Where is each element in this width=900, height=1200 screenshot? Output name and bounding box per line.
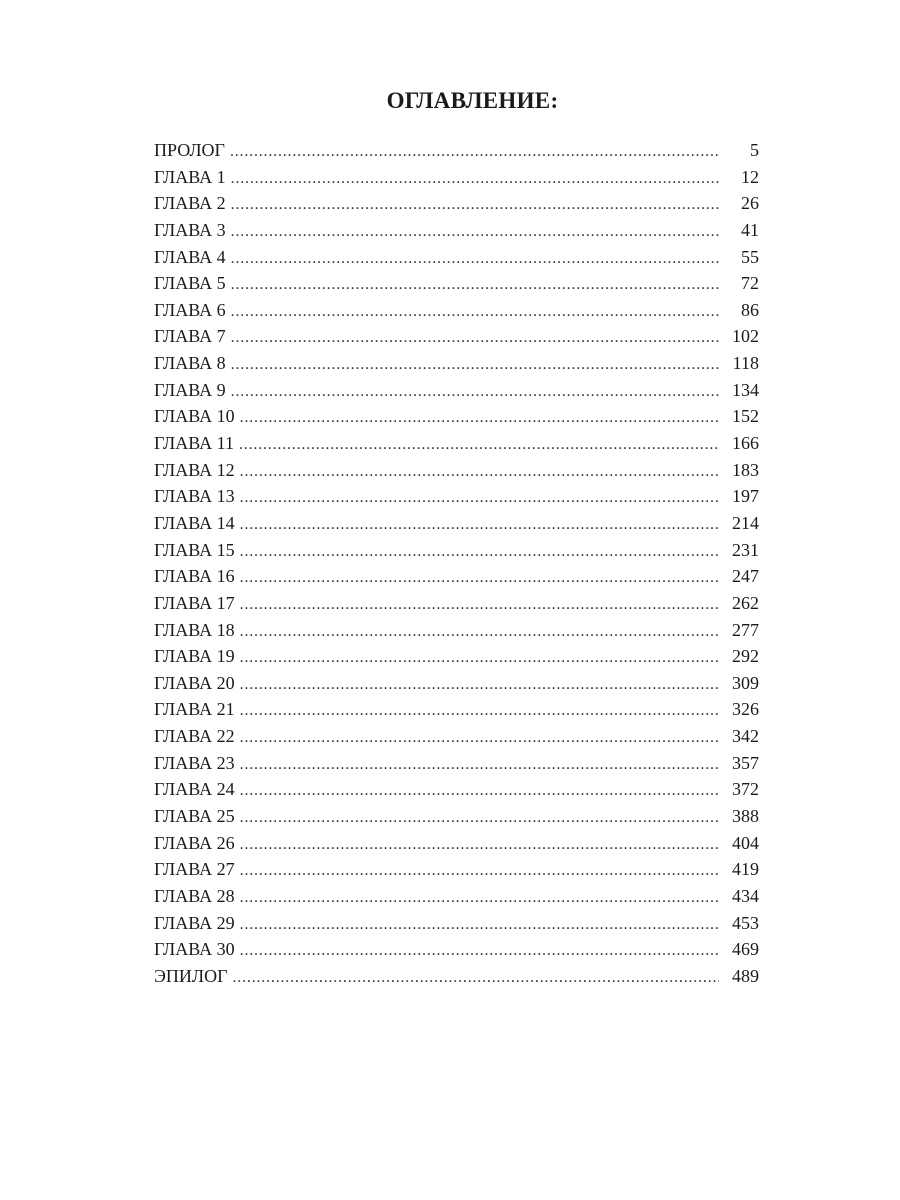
dot-leader: [231, 192, 719, 217]
toc-entry: [154, 910, 759, 937]
toc-title: ОГЛАВЛЕНИЕ:: [386, 88, 559, 113]
toc-entry: [154, 963, 759, 990]
dot-leader: [230, 139, 719, 164]
toc-entry-label: ГЛАВА 2: [154, 193, 226, 214]
dot-leader: [231, 352, 719, 377]
toc-entry-page: 134: [732, 379, 759, 400]
dot-leader: [231, 379, 719, 404]
dot-leader: [240, 672, 719, 697]
toc-entry: [154, 590, 759, 617]
toc-entry-page: 489: [732, 965, 759, 986]
toc-entry: [154, 936, 759, 963]
toc-entry-label: ЭПИЛОГ: [154, 965, 228, 986]
toc-entry-label: ГЛАВА 30: [154, 939, 235, 960]
toc-entry-label: ГЛАВА 3: [154, 219, 226, 240]
toc-entry: [154, 430, 759, 457]
toc-entry-page: 183: [732, 459, 759, 480]
toc-entry: [154, 883, 759, 910]
dot-leader: [240, 512, 719, 537]
toc-entry-page: 404: [732, 832, 759, 853]
toc-entry-page: 326: [732, 699, 759, 720]
toc-entry-label: ГЛАВА 25: [154, 806, 235, 827]
toc-entry-label: ГЛАВА 29: [154, 912, 235, 933]
dot-leader: [240, 805, 719, 830]
toc-entry-label: ГЛАВА 12: [154, 459, 235, 480]
dot-leader: [240, 405, 719, 430]
toc-entry-label: ГЛАВА 6: [154, 299, 226, 320]
toc-entry: [154, 164, 759, 191]
dot-leader: [240, 912, 719, 937]
toc-entry: [154, 137, 759, 164]
toc-entry-label: ГЛАВА 21: [154, 699, 235, 720]
toc-entry: [154, 510, 759, 537]
toc-entry-label: ГЛАВА 13: [154, 486, 235, 507]
dot-leader: [240, 725, 719, 750]
toc-entry-label: ГЛАВА 10: [154, 406, 235, 427]
toc-entry-page: 434: [732, 885, 759, 906]
toc-entry: [154, 217, 759, 244]
toc-entry-label: ГЛАВА 14: [154, 512, 235, 533]
toc-entry-page: 55: [741, 246, 759, 267]
dot-leader: [239, 432, 719, 457]
toc-entry: [154, 617, 759, 644]
toc-entry-label: ГЛАВА 26: [154, 832, 235, 853]
toc-entry-page: 5: [750, 140, 759, 160]
dot-leader: [231, 219, 719, 244]
dot-leader: [240, 592, 719, 617]
dot-leader: [231, 299, 719, 324]
toc-entry-label: ГЛАВА 24: [154, 779, 235, 800]
toc-entry-label: ГЛАВА 28: [154, 885, 235, 906]
toc-entry: [154, 723, 759, 750]
toc-entry-page: 419: [732, 859, 759, 880]
toc-entry-label: ГЛАВА 19: [154, 646, 235, 667]
toc-entry-label: ГЛАВА 23: [154, 752, 235, 773]
toc-entry: [154, 297, 759, 324]
toc-entry-page: 197: [732, 486, 759, 507]
toc-entry-label: ГЛАВА 15: [154, 539, 235, 560]
toc-entry-label: ГЛАВА 7: [154, 326, 226, 347]
toc-entry-page: 41: [741, 219, 759, 240]
toc-entry: [154, 643, 759, 670]
toc-entry-label: ГЛАВА 22: [154, 726, 235, 747]
toc-entry-label: ГЛАВА 1: [154, 166, 226, 187]
toc-entry-page: 26: [741, 193, 759, 214]
dot-leader: [233, 965, 720, 990]
dot-leader: [240, 698, 719, 723]
toc-entry: [154, 403, 759, 430]
dot-leader: [240, 619, 719, 644]
toc-entry-page: 12: [741, 166, 759, 187]
toc-entry-page: 309: [732, 672, 759, 693]
toc-entry: [154, 696, 759, 723]
toc-entry-page: 262: [732, 592, 759, 613]
dot-leader: [240, 752, 719, 777]
toc-entry-page: 372: [732, 779, 759, 800]
dot-leader: [231, 325, 719, 350]
toc-entry-label: ГЛАВА 9: [154, 379, 226, 400]
toc-entry-page: 469: [732, 939, 759, 960]
toc-entry-label: ГЛАВА 16: [154, 566, 235, 587]
toc-entry-page: 231: [732, 539, 759, 560]
toc-entry-label: ПРОЛОГ: [154, 140, 225, 160]
toc-entry: [154, 270, 759, 297]
toc-entry: [154, 377, 759, 404]
dot-leader: [240, 539, 719, 564]
dot-leader: [231, 272, 719, 297]
toc-entry-page: 277: [732, 619, 759, 640]
dot-leader: [240, 565, 719, 590]
toc-entry-page: 247: [732, 566, 759, 587]
toc-entry-page: 292: [732, 646, 759, 667]
toc-entry-page: 453: [732, 912, 759, 933]
toc-entry-label: ГЛАВА 8: [154, 353, 226, 374]
dot-leader: [240, 832, 719, 857]
toc-entry: [154, 483, 759, 510]
toc-entry-page: 118: [732, 353, 759, 374]
dot-leader: [240, 459, 719, 484]
dot-leader: [231, 246, 719, 271]
toc-entry: [154, 830, 759, 857]
toc-entry-label: ГЛАВА 5: [154, 273, 226, 294]
toc-entry: [154, 244, 759, 271]
toc-entry-page: 102: [732, 326, 759, 347]
toc-entry: [154, 350, 759, 377]
toc-entry-page: 72: [741, 273, 759, 294]
toc-entry: [154, 856, 759, 883]
dot-leader: [240, 485, 719, 510]
toc-entry-page: 214: [732, 512, 759, 533]
toc-entry-page: 357: [732, 752, 759, 773]
dot-leader: [231, 166, 719, 191]
toc-entry: [154, 670, 759, 697]
toc-entry: [154, 776, 759, 803]
toc-entry-page: 152: [732, 406, 759, 427]
toc-entry: [154, 803, 759, 830]
toc-entry-page: 342: [732, 726, 759, 747]
toc-entry: [154, 457, 759, 484]
toc-entry-label: ГЛАВА 4: [154, 246, 226, 267]
toc-list: [154, 137, 759, 990]
toc-entry-page: 166: [732, 433, 759, 454]
toc-entry-label: ГЛАВА 17: [154, 592, 235, 613]
toc-entry: [154, 190, 759, 217]
toc-entry-label: ГЛАВА 18: [154, 619, 235, 640]
toc-entry-label: ГЛАВА 20: [154, 672, 235, 693]
dot-leader: [240, 645, 719, 670]
dot-leader: [240, 885, 719, 910]
toc-entry-page: 86: [741, 299, 759, 320]
dot-leader: [240, 938, 719, 963]
toc-entry: [154, 563, 759, 590]
toc-entry-label: ГЛАВА 27: [154, 859, 235, 880]
toc-entry: [154, 750, 759, 777]
toc-entry-page: 388: [732, 806, 759, 827]
toc-entry-label: ГЛАВА 11: [154, 433, 234, 454]
toc-entry: [154, 323, 759, 350]
dot-leader: [240, 778, 719, 803]
dot-leader: [240, 858, 719, 883]
toc-entry: [154, 537, 759, 564]
